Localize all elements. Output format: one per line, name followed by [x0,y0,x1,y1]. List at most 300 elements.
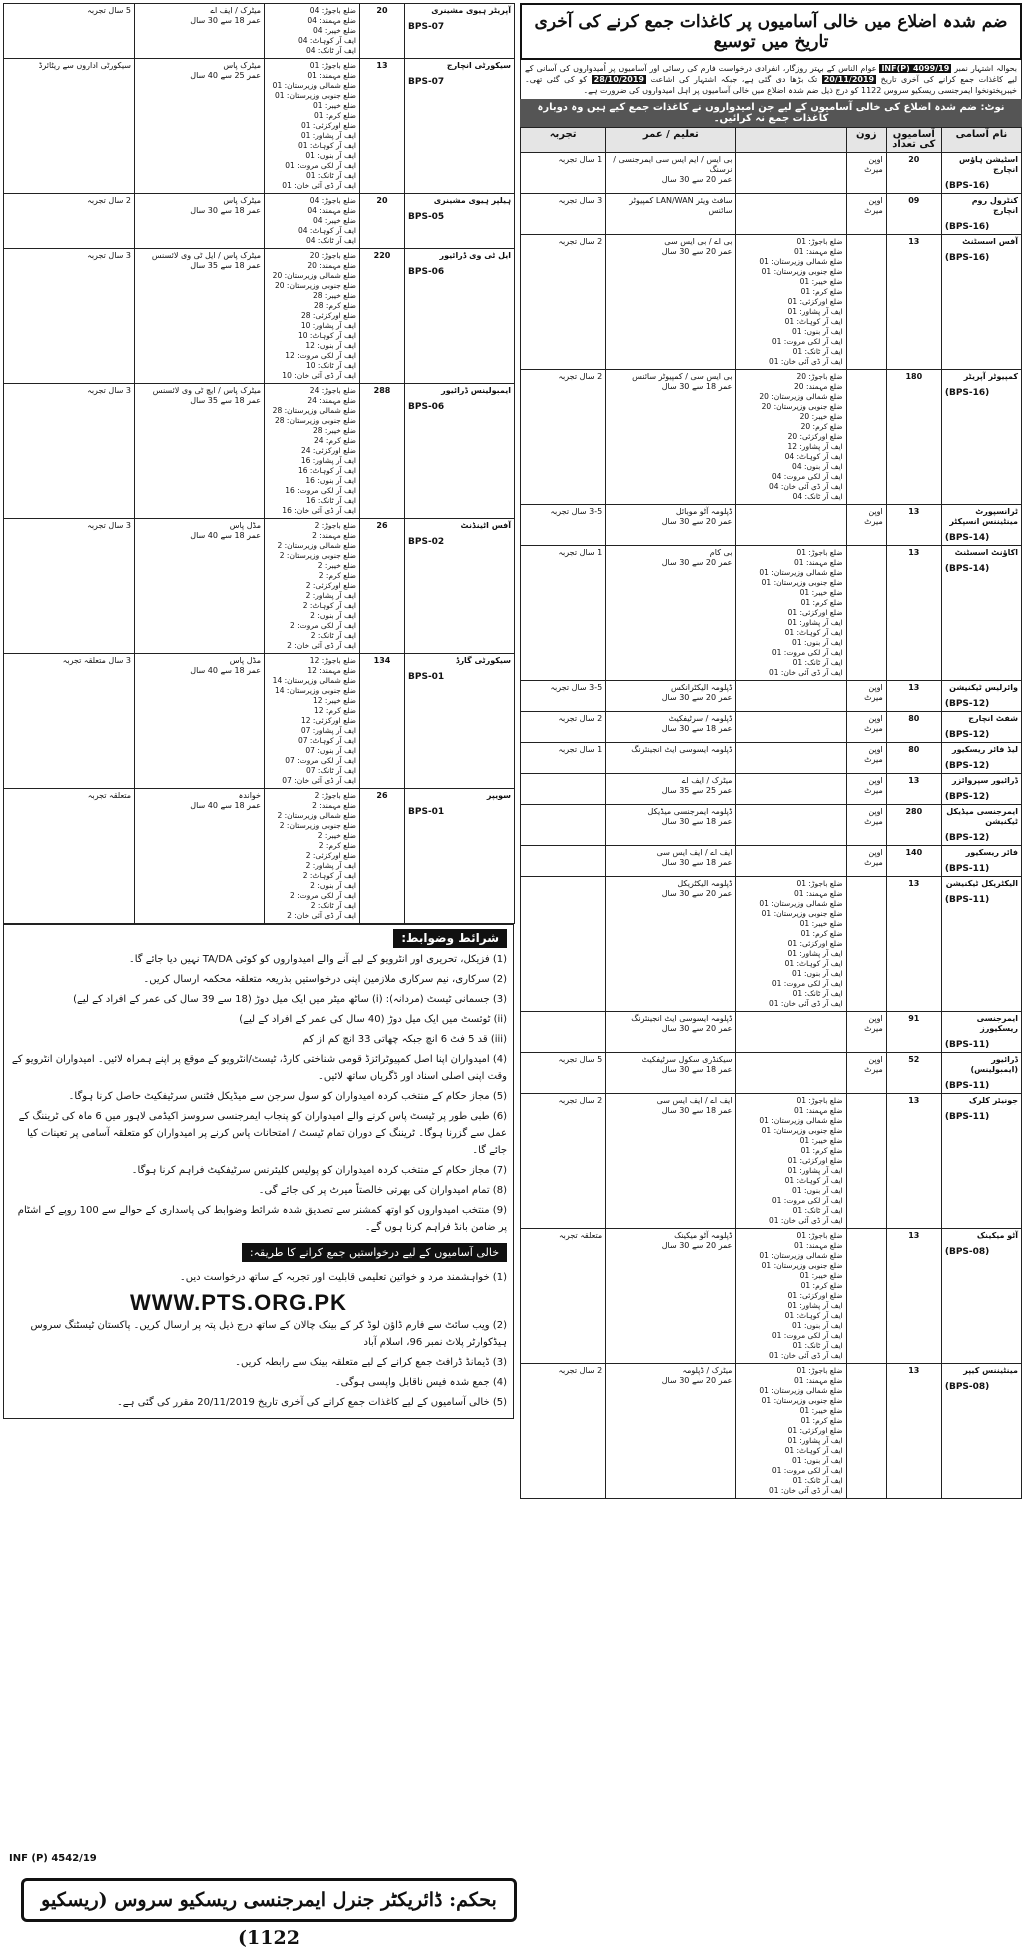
age-text: عمر 18 سے 35 سال [190,396,261,405]
bps-grade: (BPS-12) [944,792,990,802]
edu-text: مڈل پاس [229,656,261,665]
age-text: عمر 18 سے 30 سال [190,16,261,25]
table-row [521,774,1022,805]
district-item: ایف آر ڈی آئی خان: 01 [768,999,843,1008]
district-item: ضلع شمالی وزیرستان: 2 [277,541,356,550]
district-item: ایف آر لکی مروت: 01 [771,648,843,657]
district-item: ایف آر لکی مروت: 2 [289,891,356,900]
district-cell [736,774,846,805]
post-count: 180 [886,370,941,505]
district-item: ضلع کرم: 2 [318,841,356,850]
district-item: ضلع اورکزئی: 12 [300,716,356,725]
district-item: ایف آر پشاور: 10 [300,321,356,330]
terms-title: شرائط وضوابط: [393,929,507,948]
terms-item: (iii) قد 5 فٹ 6 انچ جبکہ چھاتی 33 انچ کم از کم [302,1034,507,1045]
bps-grade: BPS-07 [408,77,445,87]
intro-text-2: عوام الناس کے بہتر روزگار، انفرادی درخواست فارم کی رسائی اور آسامیوں پر اُمیدواروں کی آسانی کے لیے کاغذات جمع کرانے کی آخری تاریخ [525,64,1018,84]
bps-grade: (BPS-16) [944,222,990,232]
post-cell [941,1364,1021,1499]
edu-text: ڈپلومہ آٹو موبائل [675,507,733,516]
bps-grade: BPS-07 [408,22,445,32]
district-cell [736,1229,846,1364]
district-item: ایف آر پشاور: 16 [300,456,356,465]
post-count: 13 [886,546,941,681]
post-cell [941,846,1021,877]
terms-item: (6) طبی طور پر ٹیسٹ پاس کرنے والے امیدواران کو پنجاب ایمرجنسی سروسز اکیڈمی لاہور میں 6 ماہ کی ٹریننگ کے عمل سے گزرنا ہوگا۔ ٹریننگ کے دوران تمام ٹیسٹ / امتحانات پاس کرنے پر امیدواران کو متعلقہ آسامی پر تعینات کیا جائے گا۔ [18,1111,507,1156]
district-item: ضلع خیبر: 28 [313,291,356,300]
table-row [521,370,1022,505]
edu-cell [606,1229,736,1364]
district-item: ایف آر بنوں: 01 [792,638,843,647]
post-name: کنٹرول روم انچارج [971,196,1018,215]
district-item: ضلع خیبر: 01 [313,101,356,110]
header-post: نام آسامی [941,128,1021,153]
district-item: ایف آر ڈی آئی خان: 16 [282,506,356,515]
district-item: ایف آر پشاور: 01 [787,618,843,627]
district-item: ضلع باجوڑ: 01 [309,61,356,70]
post-name: مینٹیننس کیپر [963,1366,1018,1375]
age-text: عمر 18 سے 30 سال [661,858,733,867]
district-item: ایف آر کوہاٹ: 2 [302,871,356,880]
district-item: ضلع شمالی وزیرستان: 28 [272,406,356,415]
exp-cell: 2 سال تجربہ [521,370,606,505]
post-name: ڈرائیور (ایمبولینس) [970,1055,1018,1074]
edu-cell [606,1364,736,1499]
district-item: ضلع اورکزئی: 01 [787,939,843,948]
exp-cell: 2 سال تجربہ [521,712,606,743]
district-item: ایف آر کوہاٹ: 04 [297,36,356,45]
district-cell [736,546,846,681]
table-row [4,194,515,249]
district-item: ضلع جنوبی وزیرستان: 01 [761,578,843,587]
district-item: ضلع خیبر: 01 [799,1136,843,1145]
table-row [521,1364,1022,1499]
edu-text: ڈپلومہ ایمرجنسی میڈیکل [647,807,733,816]
district-item: ضلع باجوڑ: 01 [796,1096,843,1105]
post-name: ایل ٹی وی ڈرائیور [439,251,511,260]
bps-grade: (BPS-14) [944,533,990,543]
bps-grade: (BPS-12) [944,761,990,771]
exp-cell: 1 سال تجربہ [521,743,606,774]
apply-item: (5) خالی آسامیوں کے لیے کاغذات جمع کرانے کی آخری تاریخ 20/11/2019 مقرر کی گئی ہے۔ [116,1397,507,1408]
bps-grade: (BPS-12) [944,730,990,740]
edu-cell [606,681,736,712]
post-cell [941,877,1021,1012]
district-item: ایف آر لکی مروت: 12 [285,351,356,360]
district-item: ضلع باجوڑ: 04 [309,6,356,15]
district-item: ضلع کرم: 01 [800,1281,843,1290]
district-item: ایف آر بنوں: 01 [792,969,843,978]
right-column [520,3,1022,1928]
district-item: ضلع مہمند: 2 [312,531,356,540]
bps-grade: (BPS-16) [944,388,990,398]
district-item: ایف آر لکی مروت: 01 [771,1466,843,1475]
district-item: ضلع جنوبی وزیرستان: 14 [275,686,356,695]
age-text: عمر 20 سے 30 سال [661,1241,733,1250]
district-cell [736,877,846,1012]
district-item: ایف آر پشاور: 01 [787,1436,843,1445]
district-item: ضلع اورکزئی: 01 [787,1291,843,1300]
exp-cell: 5 سال تجربہ [4,4,135,59]
district-item: ضلع اورکزئی: 01 [787,608,843,617]
age-text: عمر 25 سے 35 سال [661,786,733,795]
zone-cell: اوپن میرٹ [846,774,886,805]
district-item: ایف آر ٹانک: 16 [305,496,356,505]
exp-cell: 3 سال تجربہ [4,249,135,384]
bps-grade: (BPS-16) [944,253,990,263]
district-item: ضلع باجوڑ: 2 [314,791,356,800]
zone-cell: اوپن میرٹ [846,846,886,877]
zone-cell: اوپن میرٹ [846,505,886,546]
table-row [521,194,1022,235]
edu-text: ڈپلومہ الیکٹرانکس [670,683,733,692]
district-item: ضلع خیبر: 01 [799,1406,843,1415]
table-row [521,505,1022,546]
post-cell [405,4,515,59]
district-item: ضلع باجوڑ: 24 [309,386,356,395]
post-cell [941,774,1021,805]
edu-text: میٹرک پاس [223,61,261,70]
district-item: ایف آر ڈی آئی خان: 01 [282,181,356,190]
exp-cell: 2 سال تجربہ [521,1364,606,1499]
district-item: ایف آر پشاور: 2 [305,591,356,600]
district-item: ایف آر بنوں: 01 [792,1186,843,1195]
post-count: 26 [360,789,405,924]
post-name: ڈرائیور سپروائزر [952,776,1018,785]
bps-grade: (BPS-12) [944,833,990,843]
district-item: ضلع مہمند: 01 [794,889,843,898]
zone-cell: اوپن میرٹ [846,712,886,743]
district-item: ایف آر پشاور: 07 [300,726,356,735]
district-cell [265,384,360,519]
terms-item: (2) سرکاری، نیم سرکاری ملازمین اپنی درخواستیں بذریعہ متعلقہ محکمہ ارسال کریں۔ [143,974,507,985]
terms-item: (ii) ٹوئسٹ میں ایک میل دوڑ (40 سال کی عمر کے افراد کے لیے) [239,1014,507,1025]
post-cell [941,546,1021,681]
zone-cell: اوپن میرٹ [846,743,886,774]
website-url[interactable]: WWW.PTS.ORG.PK [130,1290,347,1315]
district-item: ضلع کرم: 01 [800,287,843,296]
district-item: ایف آر ڈی آئی خان: 2 [287,911,356,920]
district-item: ایف آر کوہاٹ: 01 [784,1446,843,1455]
district-item: ضلع باجوڑ: 04 [309,196,356,205]
district-item: ضلع کرم: 20 [800,422,843,431]
district-cell [265,4,360,59]
district-item: ایف آر ڈی آئی خان: 2 [287,641,356,650]
district-item: ایف آر ٹانک: 01 [792,658,843,667]
exp-cell: متعلقہ تجربہ [4,789,135,924]
post-name: کمپیوٹر آپریٹر [963,372,1018,381]
intro-deadline-date: 20/11/2019 [823,75,875,84]
zone-cell: اوپن میرٹ [846,194,886,235]
district-item: ایف آر ٹانک: 01 [792,347,843,356]
reference-code: INF (P) 4542/19 [9,1853,97,1864]
district-item: ضلع مہمند: 12 [307,666,356,675]
exp-cell: 3-5 سال تجربہ [521,681,606,712]
district-item: ضلع کرم: 01 [800,1416,843,1425]
district-item: ضلع باجوڑ: 01 [796,1231,843,1240]
district-item: ایف آر پشاور: 01 [787,1301,843,1310]
post-count: 20 [886,153,941,194]
district-cell [736,743,846,774]
district-cell [736,1012,846,1053]
edu-text: سافٹ ویئر LAN/WAN کمپیوٹر سائنس [629,196,733,215]
post-count: 134 [360,654,405,789]
post-cell [405,194,515,249]
edu-cell [606,712,736,743]
district-item: ایف آر بنوں: 12 [305,341,356,350]
district-cell [265,194,360,249]
exp-cell [521,774,606,805]
edu-text: میٹرک / ڈپلومہ [682,1366,733,1375]
age-text: عمر 18 سے 30 سال [190,206,261,215]
post-cell [941,1229,1021,1364]
edu-text: میٹرک / ایف اے [681,776,733,785]
district-item: ضلع کرم: 01 [800,929,843,938]
district-cell [736,805,846,846]
table-row [4,249,515,384]
district-item: ایف آر ڈی آئی خان: 01 [768,1351,843,1360]
age-text: عمر 18 سے 40 سال [190,531,261,540]
exp-cell: 5 سال تجربہ [521,1053,606,1094]
table-row [521,153,1022,194]
district-item: ایف آر ڈی آئی خان: 01 [768,1486,843,1495]
apply-item: (3) ڈیمانڈ ڈرافٹ جمع کرانے کے لیے متعلقہ بینک سے رابطہ کریں۔ [235,1357,507,1368]
terms-item: (4) امیدواران اپنا اصل کمپیوٹرائزڈ قومی شناختی کارڈ، ٹیسٹ/انٹرویو کے موقع پر اپنے ہمراہ لائیں۔ امیدواران انٹرویو کے وقت اپنی اصلی اسناد اور ڈگریاں ساتھ لائیں۔ [11,1054,507,1082]
post-count: 20 [360,4,405,59]
post-name: آفس اٹینڈنٹ [460,521,511,530]
table-row [521,235,1022,370]
district-item: ضلع مہمند: 01 [794,1376,843,1385]
table-row [521,805,1022,846]
district-cell [265,249,360,384]
post-name: ایمبولینس ڈرائیور [441,386,511,395]
table-row [4,4,515,59]
table-row [4,59,515,194]
district-item: ایف آر ٹانک: 01 [792,1206,843,1215]
post-count: 140 [886,846,941,877]
edu-text: ڈپلومہ آٹو میکینک [674,1231,733,1240]
district-item: ایف آر ڈی آئی خان: 01 [768,668,843,677]
district-item: ضلع باجوڑ: 01 [796,879,843,888]
district-item: ضلع مہمند: 04 [307,206,356,215]
district-item: ایف آر بنوں: 2 [310,881,356,890]
exp-cell: 1 سال تجربہ [521,546,606,681]
terms-item: (1) فزیکل، تحریری اور انٹرویو کے لیے آنے والے امیدواروں کو کوئی TA/DA نہیں دیا جائے گا۔ [128,954,507,965]
district-item: ایف آر پشاور: 01 [300,131,356,140]
district-item: ضلع خیبر: 2 [317,831,356,840]
zone-cell: اوپن میرٹ [846,153,886,194]
post-cell [941,194,1021,235]
district-item: ضلع باجوڑ: 01 [796,237,843,246]
bps-grade: BPS-06 [408,267,445,277]
post-name: سویپر [486,791,511,800]
bps-grade: BPS-01 [408,672,445,682]
district-item: ایف آر پشاور: 01 [787,949,843,958]
district-cell [736,153,846,194]
district-item: ایف آر ٹانک: 04 [305,236,356,245]
edu-cell [606,153,736,194]
district-item: ایف آر بنوں: 04 [792,462,843,471]
intro-text-3: تک بڑھا دی گئی ہے، جبکہ اشتہار کی اشاعت [650,75,818,84]
table-row [521,546,1022,681]
header-zone: زون [846,128,886,153]
post-count: 13 [886,877,941,1012]
edu-cell [606,194,736,235]
age-text: عمر 18 سے 40 سال [190,801,261,810]
district-item: ضلع جنوبی وزیرستان: 01 [275,91,356,100]
bps-grade: (BPS-08) [944,1382,990,1392]
district-item: ایف آر کوہاٹ: 01 [784,1311,843,1320]
zone-cell [846,546,886,681]
district-item: ایف آر کوہاٹ: 10 [297,331,356,340]
district-cell [736,370,846,505]
post-count: 13 [886,681,941,712]
district-item: ایف آر بنوں: 01 [792,1321,843,1330]
edu-text: میٹرک پاس / ایل ٹی وی لائسنس [151,251,261,260]
district-item: ایف آر پشاور: 2 [305,861,356,870]
intro-publish-date: 28/10/2019 [593,75,644,84]
district-item: ایف آر ٹانک: 07 [305,766,356,775]
table-row [4,789,515,924]
exp-cell: 3 سال متعلقہ تجربہ [4,654,135,789]
intro-text-4: کو کی گئی تھی۔ خیبرپختونخوا ایمرجنسی ریسکیو سروس 1122 کو درج ذیل ضم شدہ اضلاع میں خالی آسامیوں پر اہل امیدواروں کی ضرورت ہے۔ [525,75,1017,95]
district-cell [736,681,846,712]
district-item: ضلع اورکزئی: 20 [787,432,843,441]
header-edu: تعلیم / عمر [606,128,736,153]
edu-text: بی کام [709,548,733,557]
edu-text: بی اے / بی ایس سی [664,237,733,246]
edu-text: ڈپلومہ / سرٹیفکیٹ [668,714,733,723]
district-item: ضلع باجوڑ: 2 [314,521,356,530]
district-item: ضلع کرم: 01 [313,111,356,120]
post-cell [941,235,1021,370]
district-item: ضلع خیبر: 04 [313,26,356,35]
apply-item: (4) جمع شدہ فیس ناقابل واپسی ہوگی۔ [334,1377,507,1388]
age-text: عمر 18 سے 35 سال [190,261,261,270]
bps-grade: (BPS-11) [944,895,990,905]
edu-cell [135,194,265,249]
district-item: ضلع شمالی وزیرستان: 14 [272,676,356,685]
district-item: ضلع باجوڑ: 01 [796,1366,843,1375]
district-item: ضلع خیبر: 28 [313,426,356,435]
district-item: ضلع کرم: 01 [800,598,843,607]
terms-list [10,951,507,1236]
district-item: ایف آر بنوں: 01 [305,151,356,160]
district-item: ایف آر ڈی آئی خان: 04 [768,482,843,491]
district-cell [265,654,360,789]
district-item: ضلع خیبر: 01 [799,277,843,286]
table-row [521,743,1022,774]
post-count: 13 [886,505,941,546]
zone-cell: اوپن میرٹ [846,681,886,712]
post-count: 288 [360,384,405,519]
district-item: ضلع جنوبی وزیرستان: 01 [761,1396,843,1405]
table-row [521,1053,1022,1094]
post-count: 80 [886,712,941,743]
district-item: ضلع کرم: 12 [313,706,356,715]
district-item: ایف آر لکی مروت: 01 [285,161,356,170]
edu-cell [135,654,265,789]
district-item: ایف آر ٹانک: 10 [305,361,356,370]
edu-text: بی ایس سی / کمپیوٹر سائنس [632,372,733,381]
post-count: 26 [360,519,405,654]
post-name: ٹرانسپورٹ مینٹیننس انسپکٹر [949,507,1018,526]
district-item: ضلع اورکزئی: 01 [300,121,356,130]
edu-text: میٹرک پاس / ایچ ٹی وی لائسنس [152,386,261,395]
terms-item: (5) مجاز حکام کے منتخب کردہ امیدواران کو سول سرجن سے میڈیکل فٹنس سرٹیفکیٹ حاصل کرنا ہوگا۔ [68,1091,507,1102]
district-item: ضلع اورکزئی: 2 [305,851,356,860]
zone-cell [846,370,886,505]
district-item: ضلع شمالی وزیرستان: 20 [272,271,356,280]
post-name: آفس اسسٹنٹ [962,237,1018,246]
post-name: فائر ریسکیور [965,848,1018,857]
apply-item: (1) خواہشمند مرد و خواتین تعلیمی قابلیت اور تجربہ کے ساتھ درخواست دیں۔ [179,1272,507,1283]
district-item: ضلع خیبر: 2 [317,561,356,570]
table-row [521,1094,1022,1229]
exp-cell: متعلقہ تجربہ [521,1229,606,1364]
post-name: اکاؤنٹ اسسٹنٹ [954,548,1018,557]
edu-text: ایف اے / ایف ایس سی [656,848,733,857]
district-item: ضلع خیبر: 12 [313,696,356,705]
apply-list-rest [10,1317,507,1411]
district-item: ایف آر لکی مروت: 01 [771,979,843,988]
district-item: ضلع مہمند: 04 [307,16,356,25]
district-item: ایف آر پشاور: 01 [787,307,843,316]
apply-title: خالی آسامیوں کے لیے درخواستیں جمع کرانے کا طریقہ: [242,1243,507,1262]
table-row [521,846,1022,877]
district-item: ایف آر لکی مروت: 01 [771,337,843,346]
district-item: ایف آر ڈی آئی خان: 10 [282,371,356,380]
district-item: ضلع خیبر: 01 [799,919,843,928]
district-item: ایف آر کوہاٹ: 04 [784,452,843,461]
district-item: ضلع باجوڑ: 20 [309,251,356,260]
post-count: 20 [360,194,405,249]
exp-cell: 3 سال تجربہ [4,384,135,519]
edu-cell [606,743,736,774]
district-item: ایف آر کوہاٹ: 01 [784,317,843,326]
zone-cell: اوپن میرٹ [846,1053,886,1094]
post-cell [941,805,1021,846]
district-item: ضلع شمالی وزیرستان: 01 [759,1251,843,1260]
exp-cell [521,877,606,1012]
bps-grade: (BPS-12) [944,699,990,709]
apply-list [10,1269,507,1286]
district-item: ضلع کرم: 2 [318,571,356,580]
district-cell [265,789,360,924]
district-cell [736,1364,846,1499]
post-cell [405,654,515,789]
left-jobs-table [3,3,515,924]
district-item: ضلع جنوبی وزیرستان: 20 [275,281,356,290]
zone-cell [846,235,886,370]
district-item: ضلع جنوبی وزیرستان: 01 [761,1126,843,1135]
post-count: 13 [886,1229,941,1364]
district-item: ایف آر کوہاٹ: 16 [297,466,356,475]
zone-cell [846,1364,886,1499]
post-count: 220 [360,249,405,384]
district-cell [736,194,846,235]
age-text: عمر 20 سے 30 سال [661,1376,733,1385]
district-item: ضلع شمالی وزیرستان: 01 [759,1116,843,1125]
post-count: 09 [886,194,941,235]
age-text: عمر 18 سے 30 سال [661,1065,733,1074]
district-item: ضلع خیبر: 01 [799,588,843,597]
terms-item: (7) مجاز حکام کے منتخب کردہ امیدواران کو پولیس کلیئرنس سرٹیفکیٹ فراہم کرنا ہوگا۔ [131,1165,507,1176]
district-item: ضلع جنوبی وزیرستان: 01 [761,267,843,276]
district-cell [736,235,846,370]
district-item: ضلع اورکزئی: 2 [305,581,356,590]
district-item: ضلع اورکزئی: 01 [787,1426,843,1435]
